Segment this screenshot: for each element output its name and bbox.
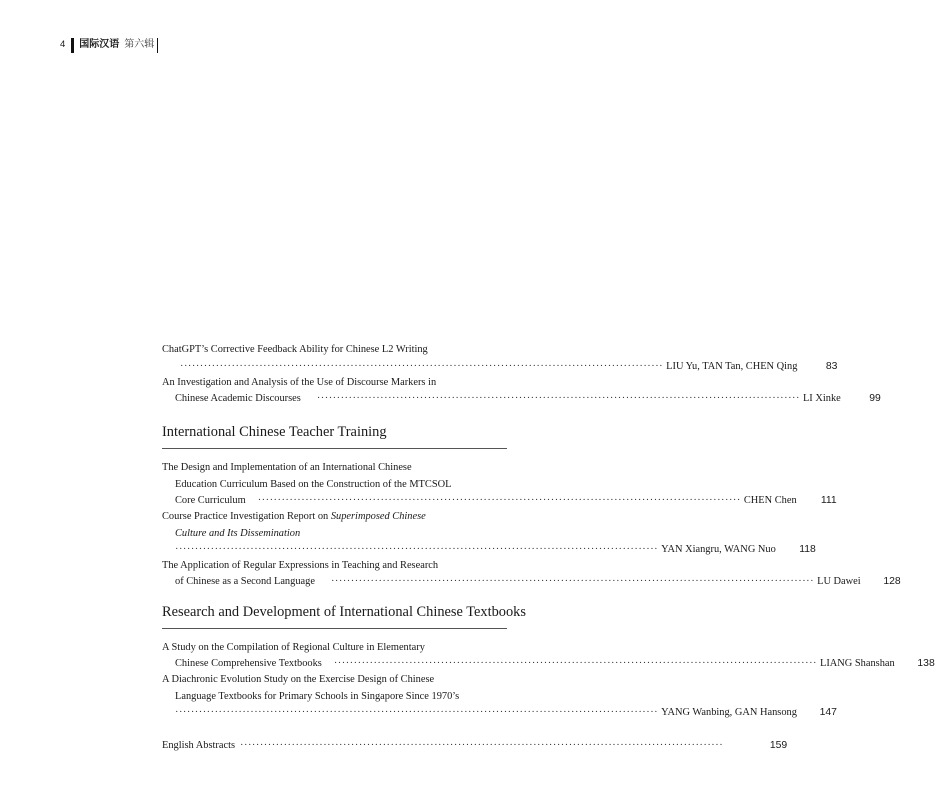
toc-entry-title bbox=[162, 508, 507, 525]
toc-entry-page: 138 bbox=[917, 658, 935, 669]
toc-entry-title-cont: of Chinese as a Second Language bbox=[175, 576, 315, 587]
toc-entry-page: 159 bbox=[769, 740, 788, 751]
toc-entry-authors: CHEN Chen bbox=[743, 495, 797, 506]
journal-title: 国际汉语 bbox=[79, 39, 120, 50]
toc-entry-title: A Diachronic Evolution Study on the Exercise Design of Chinese bbox=[162, 674, 435, 685]
toc-entry-page: 111 bbox=[820, 495, 837, 506]
dot-leader: ·························································································································· bbox=[175, 707, 659, 718]
toc-entry-title-cont: Culture and Its Dissemination bbox=[175, 528, 301, 539]
dot-leader: ·························································································································· bbox=[240, 740, 724, 751]
toc-entry-title-cont: Chinese Academic Discourses bbox=[175, 393, 301, 404]
toc-entry-author-line bbox=[162, 655, 935, 672]
dot-leader: ·························································································································· bbox=[333, 658, 817, 669]
toc-entry-author-line bbox=[162, 390, 881, 407]
toc-entry-author-line bbox=[162, 541, 816, 558]
section-heading: Research and Development of International Chinese Textbooks bbox=[162, 604, 526, 620]
section-rule bbox=[162, 448, 507, 449]
toc-entry-page: 118 bbox=[799, 544, 816, 555]
running-header bbox=[60, 37, 158, 53]
toc-entry-authors: LU Dawei bbox=[817, 576, 861, 587]
toc-entry-title-cont: Core Curriculum bbox=[175, 495, 246, 506]
toc-entry-page: 147 bbox=[819, 707, 837, 718]
toc-entry-author-line bbox=[162, 573, 901, 590]
toc-entry-author-line bbox=[162, 704, 837, 721]
toc-entry-page: 83 bbox=[825, 361, 838, 372]
toc-entry-title-prefix: Course Practice Investigation Report on bbox=[162, 511, 331, 522]
section-rule bbox=[162, 628, 507, 629]
issue-label: 第六辑 bbox=[124, 39, 155, 50]
header-bar bbox=[71, 38, 74, 53]
toc-entry-title: ChatGPT’s Corrective Feedback Ability for Chinese L2 Writing bbox=[162, 344, 428, 355]
toc-entry-authors: LIANG Shanshan bbox=[819, 658, 895, 669]
toc-entry-page: 99 bbox=[869, 393, 881, 404]
toc-entry-title: English Abstracts bbox=[162, 740, 236, 751]
dot-leader: ·························································································································· bbox=[316, 393, 800, 404]
dot-leader: ·························································································································· bbox=[330, 576, 815, 587]
toc-entry-author-line bbox=[162, 492, 837, 509]
toc-entry-authors: LI Xinke bbox=[802, 393, 841, 404]
toc-entry-title-italic: Superimposed Chinese bbox=[330, 511, 426, 522]
toc-entry-authors: LIU Yu, TAN Tan, CHEN Qing bbox=[666, 361, 798, 372]
header-divider bbox=[157, 38, 158, 53]
toc-entry-abstracts bbox=[162, 737, 788, 754]
toc-entry-authors: YAN Xiangru, WANG Nuo bbox=[661, 544, 776, 555]
toc-entry-title: A Study on the Compilation of Regional Culture in Elementary bbox=[162, 642, 425, 653]
toc-entry-title: The Design and Implementation of an International Chinese bbox=[162, 462, 412, 473]
section-heading: International Chinese Teacher Training bbox=[162, 424, 387, 440]
toc-entry-title-cont: Chinese Comprehensive Textbooks bbox=[175, 658, 322, 669]
toc-entry-page: 128 bbox=[883, 576, 901, 587]
toc-entry-title-cont: Education Curriculum Based on the Construction of the MTCSOL bbox=[175, 479, 452, 490]
toc-entry-title: The Application of Regular Expressions in Teaching and Research bbox=[162, 560, 439, 571]
toc-entry-authors: YANG Wanbing, GAN Hansong bbox=[661, 707, 797, 718]
toc-entry-title: An Investigation and Analysis of the Use of Discourse Markers in bbox=[162, 377, 437, 388]
dot-leader: ·························································································································· bbox=[257, 495, 741, 506]
page-number: 4 bbox=[60, 39, 66, 50]
toc-entry-author-line bbox=[162, 358, 838, 375]
toc-entry-title-cont: Language Textbooks for Primary Schools in Singapore Since 1970’s bbox=[175, 691, 460, 702]
dot-leader: ·························································································································· bbox=[175, 544, 659, 555]
dot-leader: ·························································································································· bbox=[180, 361, 664, 372]
